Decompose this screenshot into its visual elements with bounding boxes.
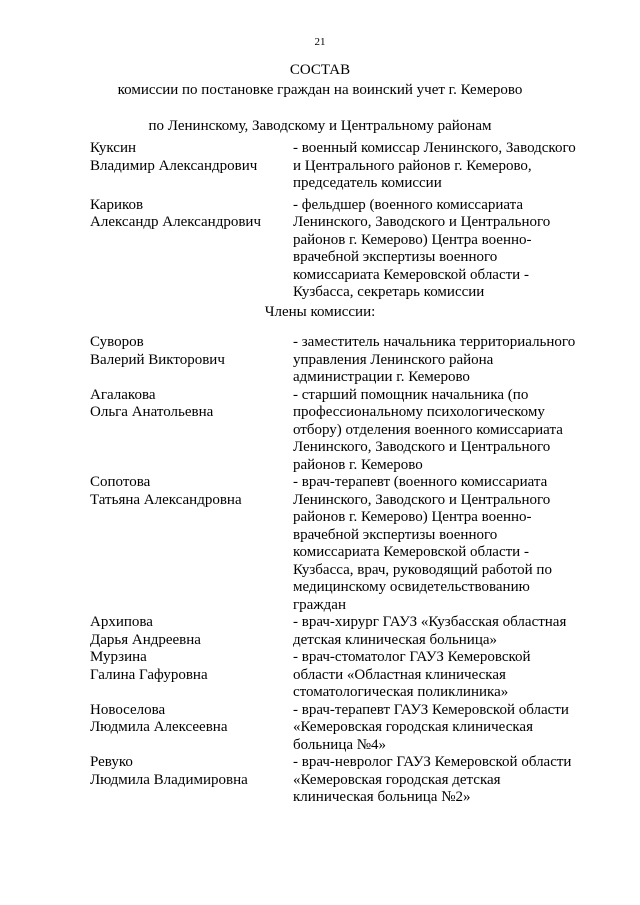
members-list xyxy=(90,334,590,807)
member-given-name: Людмила Владимировна xyxy=(90,771,248,788)
member-role xyxy=(293,702,587,755)
member-name xyxy=(90,754,293,807)
member-given-name: Ольга Анатольевна xyxy=(90,404,214,420)
member-given-name: Галина Гафуровна xyxy=(90,666,208,683)
member-entry xyxy=(90,614,590,649)
member-role xyxy=(293,334,587,387)
role-line: комиссариата Кемеровской области - xyxy=(293,544,529,560)
member-surname: Ревуко xyxy=(90,754,133,770)
member-name xyxy=(90,140,293,193)
member-entry xyxy=(90,387,590,475)
role-line: - заместитель начальника территориального xyxy=(293,334,576,350)
role-line: управления Ленинского района xyxy=(293,351,494,368)
role-line: отбору) отделения военного комиссариата xyxy=(293,421,563,438)
role-line: Кузбасса, секретарь комиссии xyxy=(293,284,485,300)
member-given-name: Татьяна Александровна xyxy=(90,491,242,508)
member-surname: Суворов xyxy=(90,334,144,350)
member-surname: Агалакова xyxy=(90,386,156,403)
member-name xyxy=(90,614,293,649)
role-line: администрации г. Кемерово xyxy=(293,369,470,385)
role-line: области «Областная клиническая xyxy=(293,666,506,683)
role-line: «Кемеровская городская клиническая xyxy=(293,719,533,735)
member-surname: Кариков xyxy=(90,196,144,213)
members-heading: Члены комиссии: xyxy=(264,304,376,320)
role-line: детская клиническая больница» xyxy=(293,631,498,648)
member-entry xyxy=(90,334,590,387)
member-entry xyxy=(90,649,590,702)
member-name xyxy=(90,197,293,302)
member-name xyxy=(90,649,293,702)
member-role xyxy=(293,387,587,475)
role-line: - врач-терапевт (военного комиссариата xyxy=(293,474,548,490)
member-given-name: Валерий Викторович xyxy=(90,351,225,368)
member-role xyxy=(293,614,587,649)
page-number: 21 xyxy=(314,36,326,48)
document-title: СОСТАВ xyxy=(289,62,351,78)
role-line: клиническая больница №2» xyxy=(293,789,471,805)
role-line: профессиональному психологическому xyxy=(293,404,545,420)
role-line: - военный комиссар Ленинского, Заводского xyxy=(293,140,576,156)
role-line: «Кемеровская городская детская xyxy=(293,771,501,788)
role-line: - фельдшер (военного комиссариата xyxy=(293,196,524,213)
role-line: врачебной экспертизы военного xyxy=(293,249,498,265)
role-line: - врач-невролог ГАУЗ Кемеровской области xyxy=(293,754,572,770)
member-entry xyxy=(90,702,590,755)
role-line: - врач-терапевт ГАУЗ Кемеровской области xyxy=(293,701,569,718)
role-line: граждан xyxy=(293,596,346,613)
member-surname: Сопотова xyxy=(90,474,151,490)
member-role xyxy=(293,649,587,702)
member-role xyxy=(293,474,587,614)
role-line: - врач-стоматолог ГАУЗ Кемеровской xyxy=(293,649,531,665)
role-line: - старший помощник начальника (по xyxy=(293,386,529,403)
member-given-name: Александр Александрович xyxy=(90,214,261,230)
role-line: больница №4» xyxy=(293,736,387,753)
member-entry xyxy=(90,197,590,302)
document-subtitle-line-2: по Ленинскому, Заводскому и Центральному районам xyxy=(148,118,492,134)
role-line: комиссариата Кемеровской области - xyxy=(293,266,529,283)
role-line: председатель комиссии xyxy=(293,175,442,191)
member-role xyxy=(293,197,587,302)
role-line: и Центрального районов г. Кемерово, xyxy=(293,157,532,174)
role-line: Ленинского, Заводского и Центрального xyxy=(293,491,551,508)
role-line: стоматологическая поликлиника» xyxy=(293,684,509,700)
role-line: врачебной экспертизы военного xyxy=(293,526,498,543)
role-line: районов г. Кемерово) Центра военно- xyxy=(293,231,532,248)
member-surname: Мурзина xyxy=(90,649,147,665)
role-line: Ленинского, Заводского и Центрального xyxy=(293,214,551,230)
member-given-name: Дарья Андреевна xyxy=(90,631,201,648)
member-role xyxy=(293,140,587,193)
role-line: Ленинского, Заводского и Центрального xyxy=(293,439,551,455)
member-name xyxy=(90,702,293,755)
member-entry xyxy=(90,754,590,807)
role-line: Кузбасса, врач, руководящий работой по xyxy=(293,561,552,578)
member-given-name: Владимир Александрович xyxy=(90,157,258,174)
member-entry xyxy=(90,140,590,193)
member-role xyxy=(293,754,587,807)
member-surname: Куксин xyxy=(90,140,137,156)
role-line: районов г. Кемерово xyxy=(293,456,423,473)
member-name xyxy=(90,334,293,387)
member-surname: Новоселова xyxy=(90,701,166,718)
member-surname: Архипова xyxy=(90,614,153,630)
role-line: - врач-хирург ГАУЗ «Кузбасская областная xyxy=(293,614,567,630)
member-entry xyxy=(90,474,590,614)
member-name xyxy=(90,387,293,475)
member-name xyxy=(90,474,293,614)
member-given-name: Людмила Алексеевна xyxy=(90,719,228,735)
role-line: районов г. Кемерово) Центра военно- xyxy=(293,509,532,525)
leaders-list xyxy=(90,140,590,302)
role-line: медицинскому освидетельствованию xyxy=(293,579,530,595)
document-subtitle-line-1: комиссии по постановке граждан на воинский учет г. Кемерово xyxy=(117,82,523,98)
